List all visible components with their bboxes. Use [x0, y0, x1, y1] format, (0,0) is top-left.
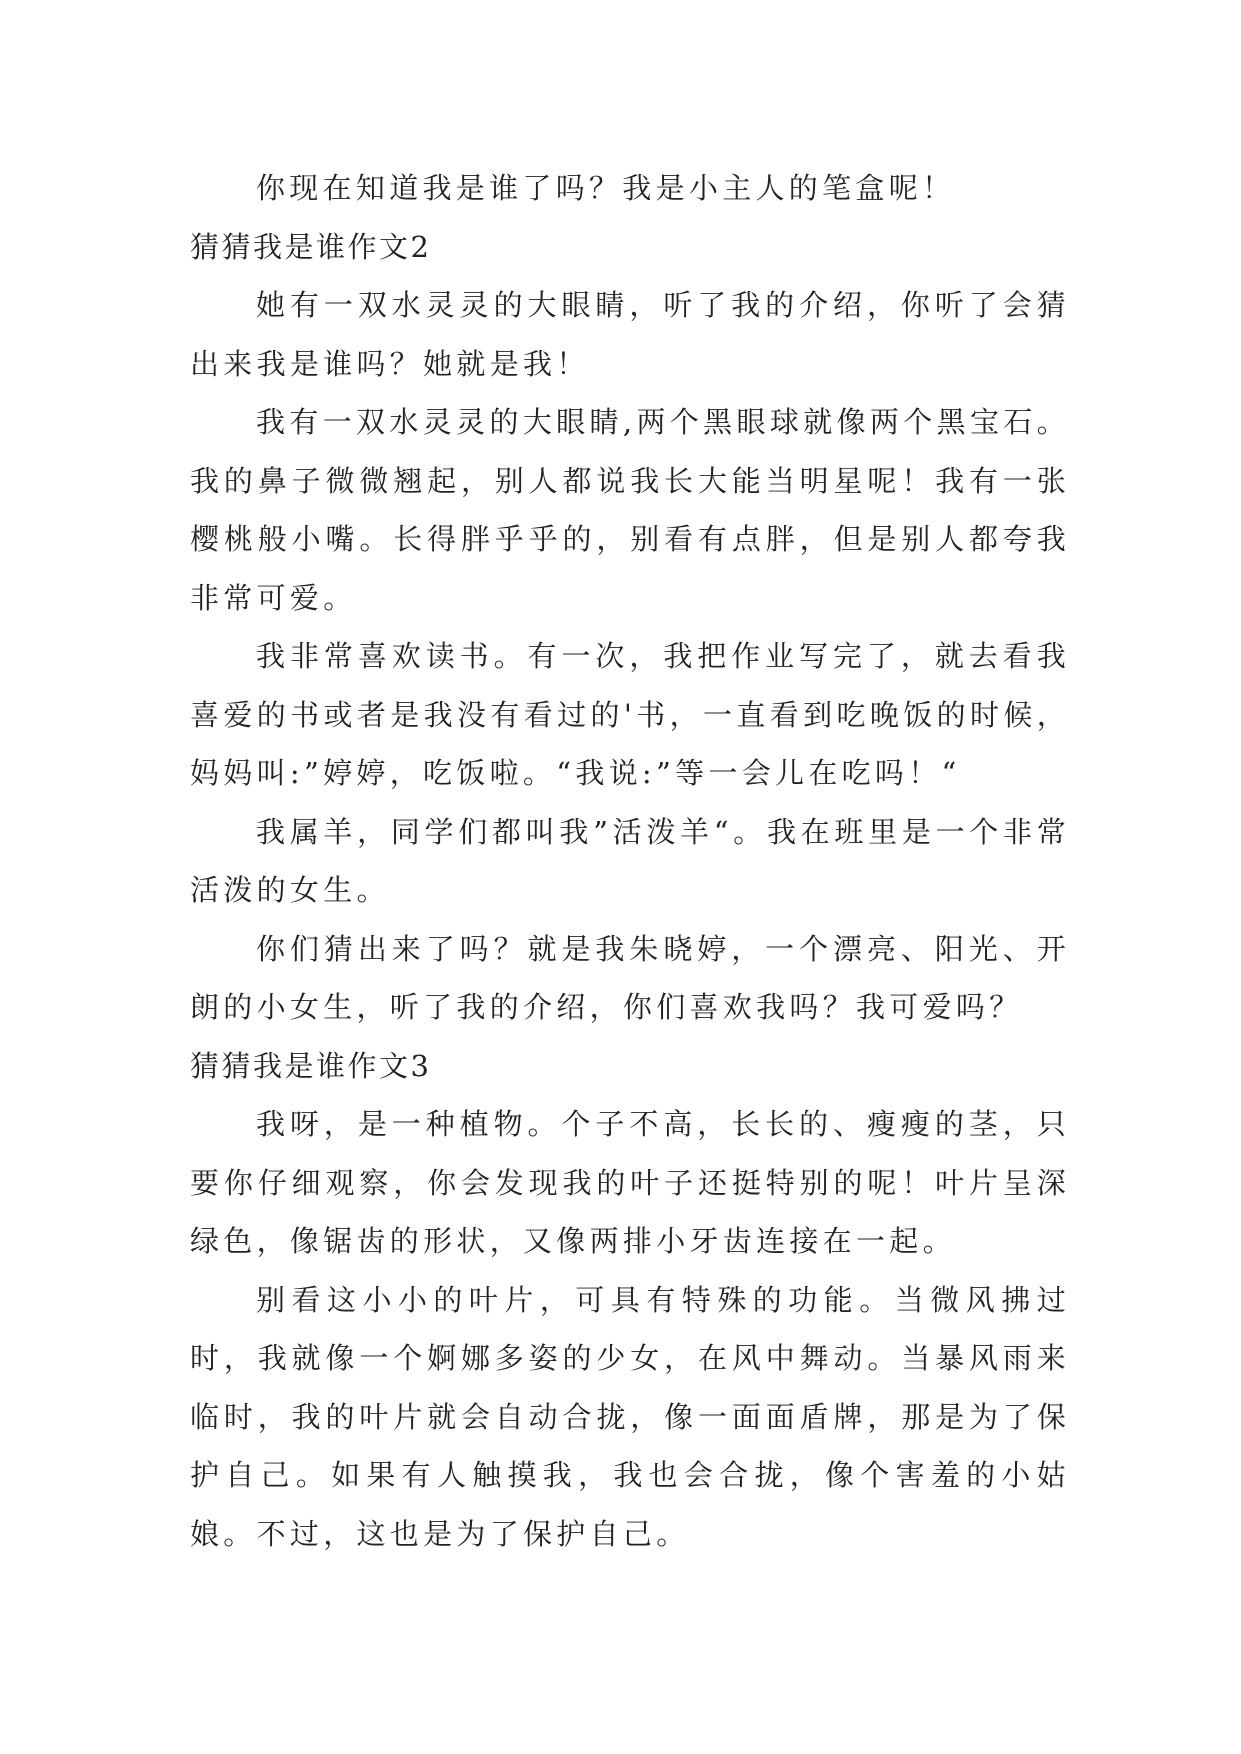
paragraph-reading: 我非常喜欢读书。有一次，我把作业写完了，就去看我喜爱的书或者是我没有看过的'书，一直看到吃晚饭的时候，妈妈叫:”婷婷，吃饭啦。“我说:”等一会儿在吃吗！“	[190, 639, 1070, 790]
paragraph-lively-sheep: 我属羊，同学们都叫我”活泼羊“。我在班里是一个非常活泼的女生。	[190, 814, 1070, 907]
paragraph-leaf-function: 别看这小小的叶片，可具有特殊的功能。当微风拂过时，我就像一个婀娜多姿的少女，在风中舞动。当暴风雨来临时，我的叶片就会自动合拢，像一面面盾牌，那是为了保护自己。如果有人触摸我，我也会合拢，像个害羞的小姑娘。不过，这也是为了保护自己。	[190, 1282, 1070, 1551]
essay-heading-3: 猜猜我是谁作文3	[190, 1048, 432, 1083]
paragraph-pencil-box-reveal: 你现在知道我是谁了吗？我是小主人的笔盒呢！	[256, 171, 956, 205]
document-body	[190, 159, 1070, 1563]
paragraph-big-eyes-intro: 她有一双水灵灵的大眼睛，听了我的介绍，你听了会猜出来我是谁吗？她就是我！	[190, 288, 1070, 381]
paragraph-guess-reveal: 你们猜出来了吗？就是我朱晓婷，一个漂亮、阳光、开朗的小女生，听了我的介绍，你们喜欢我吗？我可爱吗？	[190, 931, 1070, 1024]
essay-heading-2: 猜猜我是谁作文2	[190, 229, 432, 264]
paragraph-appearance: 我有一双水灵灵的大眼睛,两个黑眼球就像两个黑宝石。我的鼻子微微翘起，别人都说我长大能当明星呢！我有一张樱桃般小嘴。长得胖乎乎的，别看有点胖，但是别人都夸我非常可爱。	[190, 405, 1070, 615]
paragraph-plant-description: 我呀，是一种植物。个子不高，长长的、瘦瘦的茎，只要你仔细观察，你会发现我的叶子还挺特别的呢！叶片呈深绿色，像锯齿的形状，又像两排小牙齿连接在一起。	[190, 1107, 1070, 1258]
